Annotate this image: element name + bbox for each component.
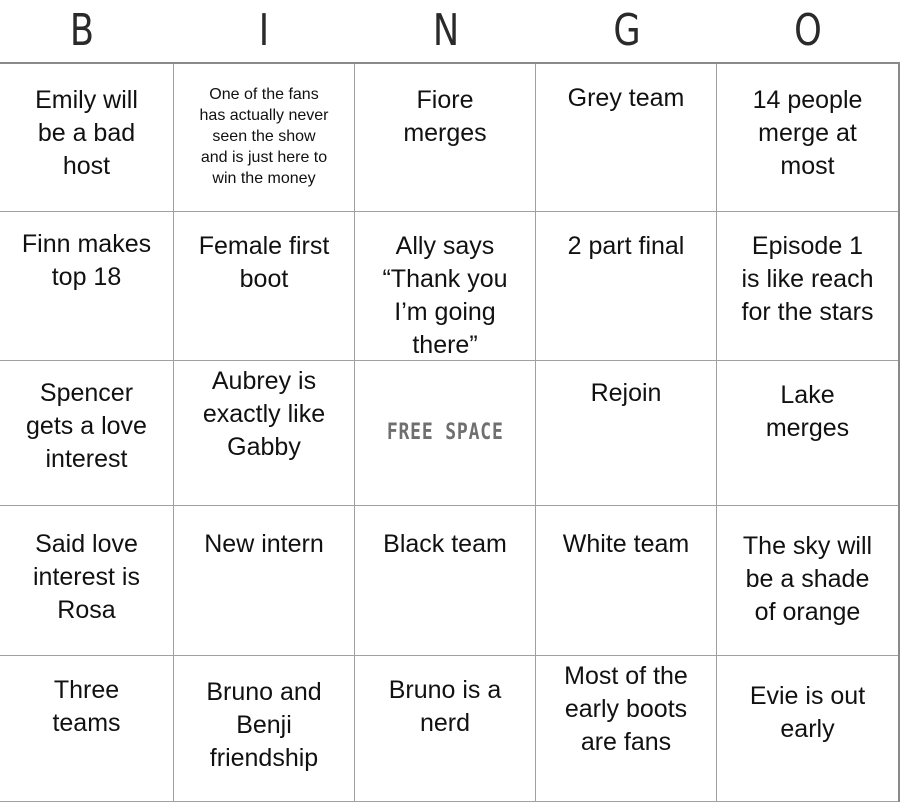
bingo-board [0,62,900,802]
bingo-cell[interactable] [0,656,174,802]
cell-text: Spencer gets a love interest [26,379,147,473]
bingo-cell[interactable] [536,361,717,506]
cell-text: Lake merges [765,381,850,442]
cell-text: Said love interest is Rosa [33,530,140,624]
free-space-cell[interactable] [355,361,536,506]
bingo-cell[interactable] [174,64,355,212]
bingo-cell[interactable] [717,361,898,506]
header-letter-o: O [794,5,822,56]
bingo-cell[interactable] [355,656,536,802]
bingo-cell[interactable] [174,361,355,506]
cell-text: Bruno and Benji friendship [206,678,322,772]
bingo-cell[interactable] [0,506,174,656]
cell-text: Aubrey is exactly like Gabby [202,367,326,461]
cell-text: Rejoin [590,379,662,407]
cell-text: Female first boot [198,232,330,293]
free-space-label: FREE SPACE [386,420,504,445]
cell-text: Finn makes top 18 [21,230,152,291]
cell-text: Evie is out early [749,682,866,743]
bingo-cell[interactable] [536,64,717,212]
header-letter-n: N [432,5,460,56]
cell-text: Emily will be a bad host [35,86,138,180]
cell-text: The sky will be a shade of orange [742,532,873,626]
cell-text: Bruno is a nerd [388,676,502,737]
cell-text: Three teams [52,676,121,737]
bingo-cell[interactable] [174,656,355,802]
cell-text: Black team [383,530,507,558]
bingo-cell[interactable] [174,212,355,361]
bingo-cell[interactable] [355,212,536,361]
bingo-cell[interactable] [355,64,536,212]
cell-text: 14 people merge at most [752,86,863,180]
cell-text: Episode 1 is like reach for the stars [741,232,874,326]
cell-text: Most of the early boots are fans [564,662,688,756]
header-letter-i: I [258,5,270,56]
bingo-cell[interactable] [536,212,717,361]
cell-text: One of the fans has actually never seen the show and is just here to win the money [199,86,329,187]
bingo-cell[interactable] [717,64,898,212]
bingo-cell[interactable] [717,212,898,361]
bingo-cell[interactable] [174,506,355,656]
bingo-cell[interactable] [717,656,898,802]
bingo-cell[interactable] [717,506,898,656]
bingo-header [0,0,909,62]
header-letter-g: G [613,5,641,56]
cell-text: 2 part final [567,232,685,260]
bingo-cell[interactable] [536,506,717,656]
cell-text: White team [562,530,690,558]
cell-text: Grey team [567,84,685,112]
bingo-cell[interactable] [0,361,174,506]
header-letter-b: B [69,5,95,56]
bingo-cell[interactable] [355,506,536,656]
bingo-cell[interactable] [0,212,174,361]
bingo-cell[interactable] [536,656,717,802]
cell-text: New intern [204,530,324,558]
bingo-cell[interactable] [0,64,174,212]
cell-text: Ally says “Thank you I’m going there” [382,232,508,359]
cell-text: Fiore merges [403,86,487,147]
